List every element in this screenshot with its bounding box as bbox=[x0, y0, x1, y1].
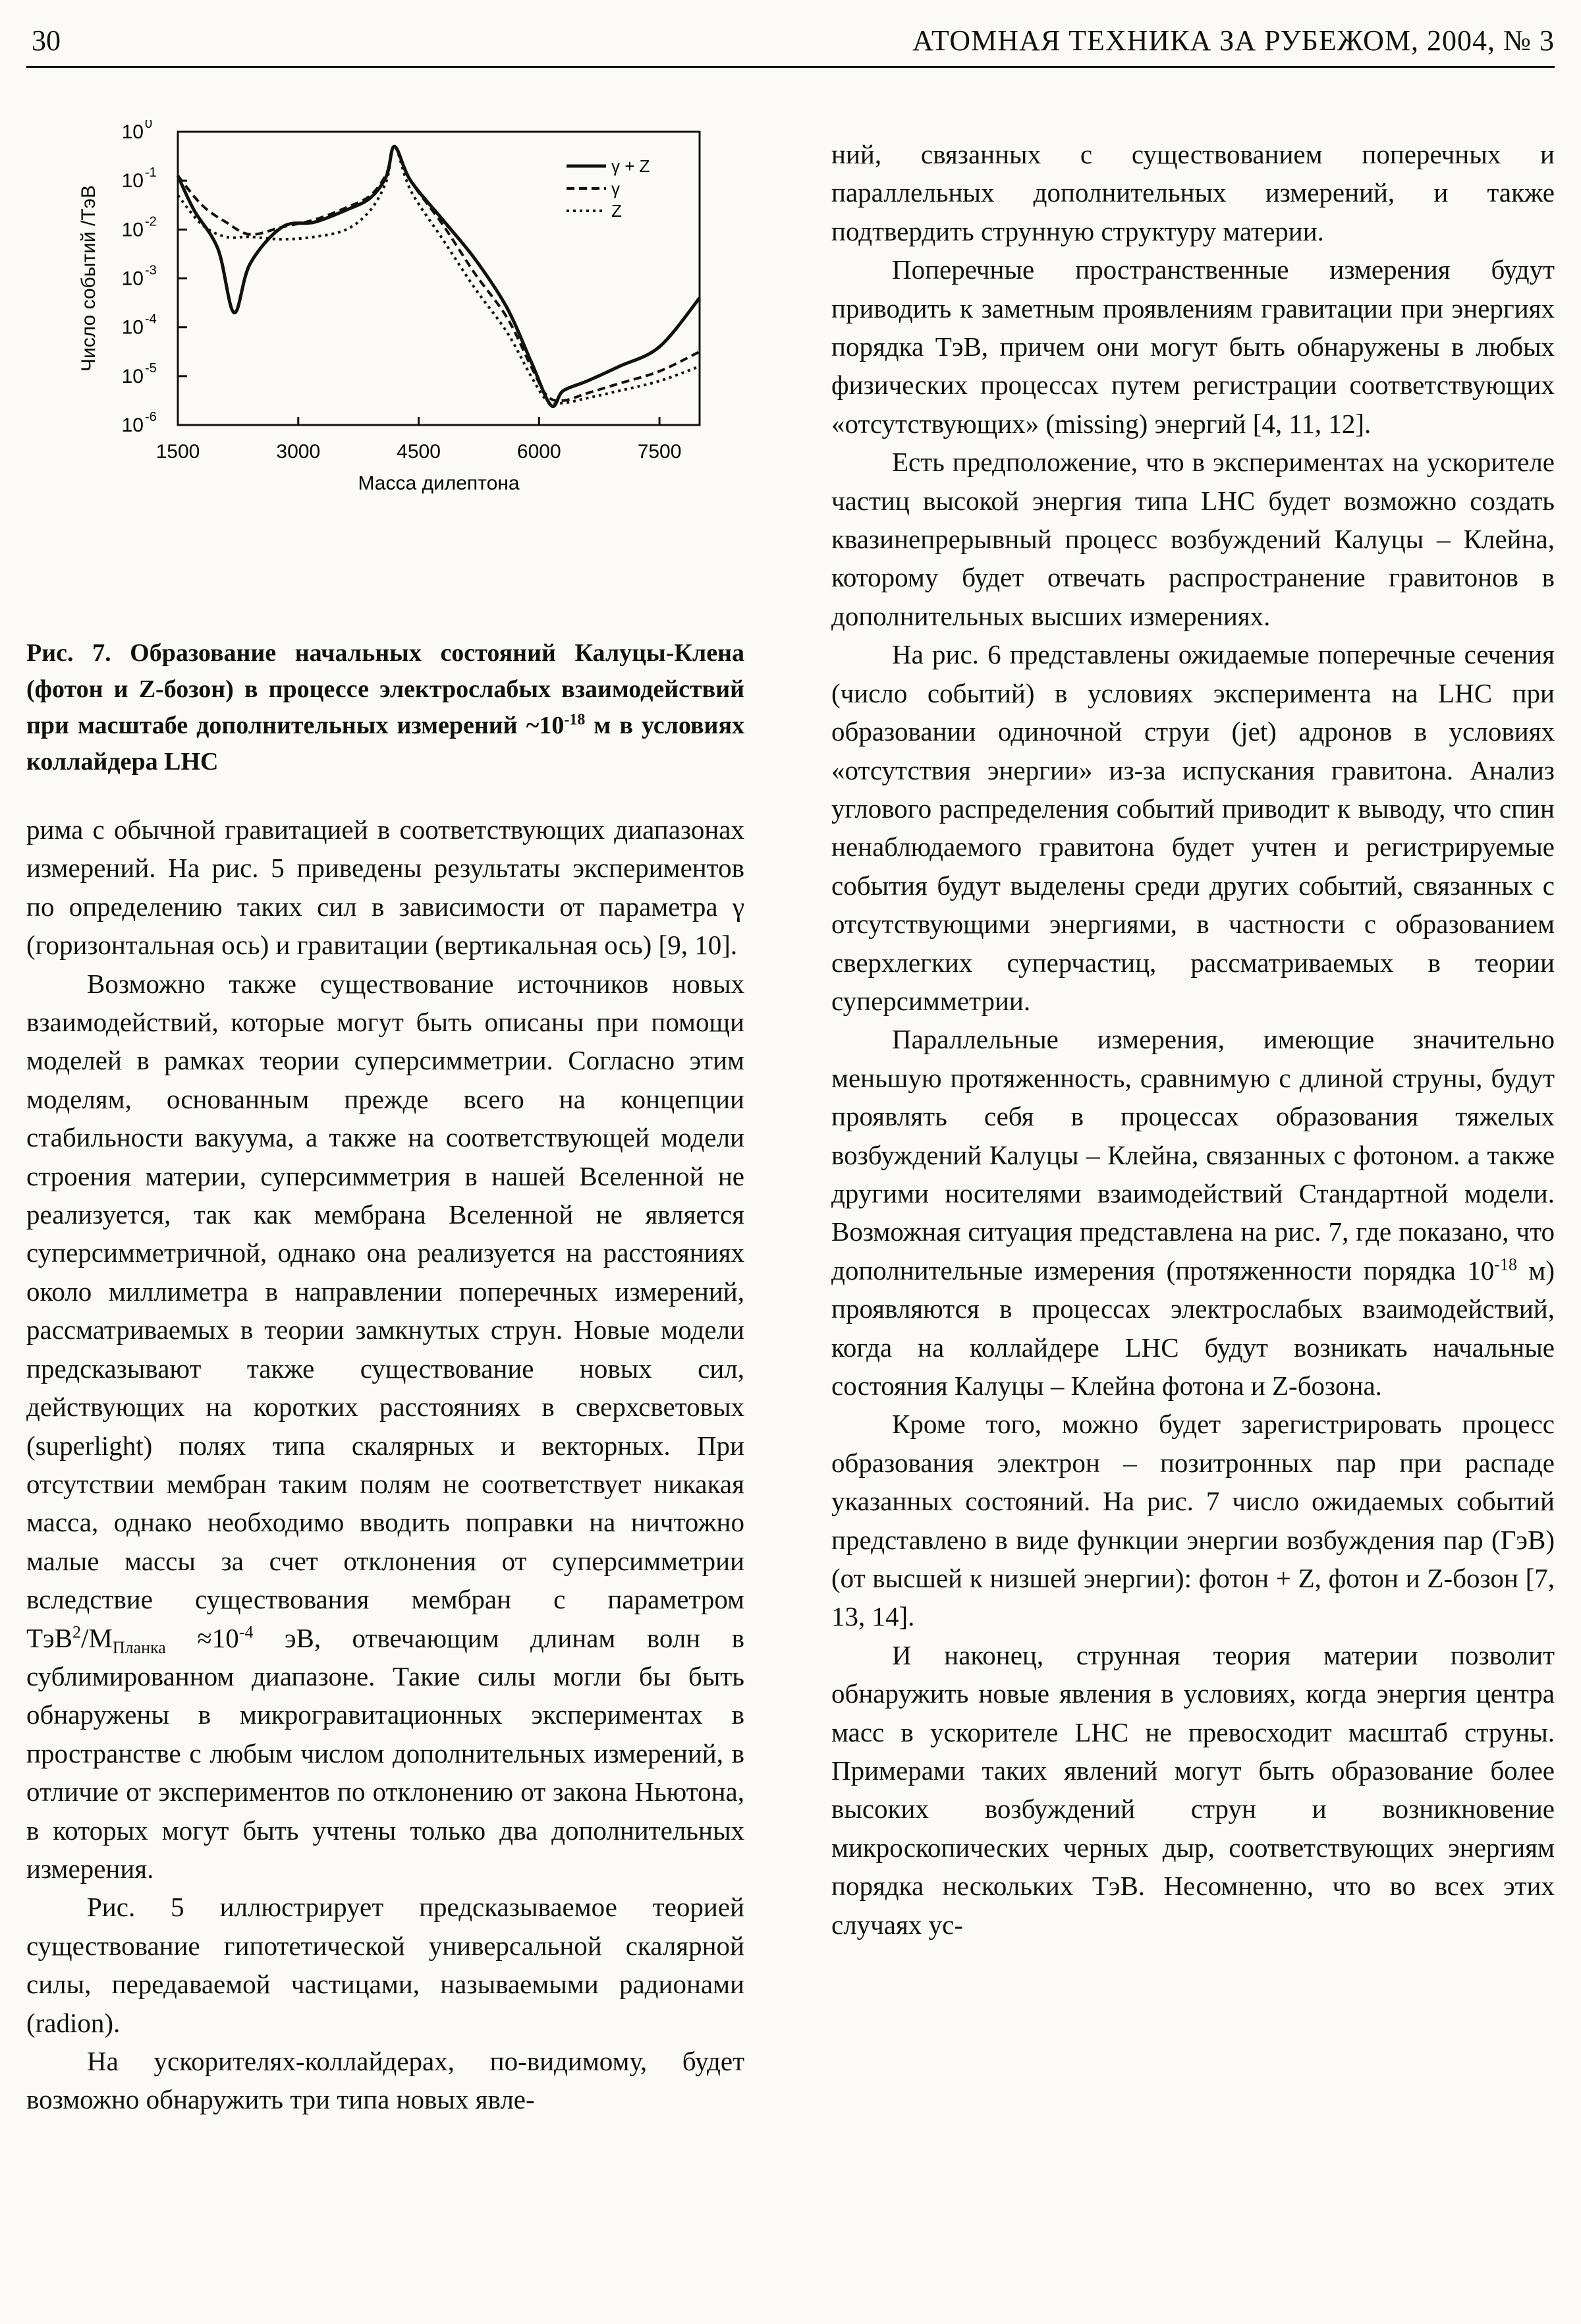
y-tick-exponent: -3 bbox=[145, 263, 157, 278]
left-paragraph-3: Рис. 5 иллюстрирует предсказываемое теорией существование гипотетической универсальной скалярной силы, передаваемой частицами, называемыми радионами (radion). bbox=[26, 1892, 744, 2038]
left-p2-text-c: ≈10 bbox=[165, 1622, 239, 1653]
y-tick-label: 10 bbox=[121, 121, 144, 143]
left-p2-text-b: /M bbox=[81, 1622, 113, 1653]
figure-caption bbox=[26, 635, 744, 780]
legend-entry: γ + Z bbox=[611, 156, 650, 176]
right-paragraph-4: На рис. 6 представлены ожидаемые поперечные сечения (число событий) в условиях эксперимента на LHC при образовании одиночной струи (jet) адронов в условиях «отсутствия энергии» из-за испускания гравитона. Анализ углового распределения событий приводит к выводу, что спин ненаблюдаемого гравитона будет учтен и регистрируемые события будут выделены среди других событий, связанных с отсутствующими энергиями, в частности с образованием сверхлегких суперчастиц, рассматриваемых в теории суперсимметрии. bbox=[831, 639, 1555, 1016]
x-tick-label: 1500 bbox=[155, 441, 200, 463]
caption-text-1: Образование начальных состояний Калуцы-Клена (фотон и Z-бозон) в процессе электрослабых взаимодействий при масштабе дополнительных измерений ~10 bbox=[26, 639, 745, 739]
right-paragraph-2: Поперечные пространственные измерения будут приводить к заметным проявлениям гравитации при энергиях порядка ТэВ, причем они могут быть обнаружены в любых физических процессах путем регистрации соответствующих «отсутствующих» (missing) энергий [4, 11, 12]. bbox=[831, 254, 1555, 439]
x-tick-label: 3000 bbox=[276, 441, 321, 463]
left-paragraph-2 bbox=[26, 965, 744, 1888]
right-paragraph-7: И наконец, струнная теория материи позволит обнаружить новые явления в условиях, когда энергия центра масс в ускорителе LHC не превосходит масштаб струны. Примерами таких явлений могут быть образование более высоких возбуждений струн и возникновение микроскопических черных дыр, соответствующих энергиям порядка нескольких ТэВ. Несомненно, что во всех этих случаях ус- bbox=[831, 1639, 1555, 1940]
right-p5-text-a: Параллельные измерения, имеющие значительно меньшую протяженность, сравнимую с длиной струны, будут проявлять себя в процессах образования тяжелых возбуждений Калуцы – Клейна, связанных с фотоном. а также другими носителями взаимодействий Стандартной модели. Возможная ситуация представлена на рис. 7, где показано, что дополнительные измерения (протяженности порядка 10 bbox=[831, 1024, 1555, 1286]
x-tick-label: 6000 bbox=[516, 441, 561, 463]
y-tick-exponent: -1 bbox=[145, 165, 157, 181]
chart-legend bbox=[567, 156, 650, 221]
right-paragraph-6: Кроме того, можно будет зарегистрировать процесс образования электрон – позитронных пар при распаде указанных состояний. На рис. 7 число ожидаемых событий представлено в виде функции энергии возбуждения пар (ГэВ) (от высшей к низшей энергии): фотон + Z, фотон и Z-бозон [7, 13, 14]. bbox=[831, 1409, 1555, 1632]
dilepton-mass-chart bbox=[26, 120, 744, 515]
right-column bbox=[831, 135, 1555, 1944]
right-paragraph-3: Есть предположение, что в экспериментах на ускорителе частиц высокой энергия типа LHC будет возможно создать квазинепрерывный процесс возбуждений Калуцы – Клейна, которому будет отвечать распространение гравитонов в дополнительных высших измерениях. bbox=[831, 447, 1555, 631]
y-tick-label: 10 bbox=[121, 170, 144, 192]
left-p2-text-d: эВ, отвечающим длинам волн в сублимированном диапазоне. Такие силы могли бы быть обнаружены в микрогравитационных экспериментах в пространстве с любым числом дополнительных измерений, в отличие от экспериментов по отклонению от закона Ньютона, в которых могут быть учтены только два дополнительных измерения. bbox=[26, 1622, 744, 1884]
x-axis-label: Масса дилептона bbox=[358, 472, 520, 494]
legend-entry: γ bbox=[611, 179, 620, 198]
left-p2-sub-planck: Планка bbox=[112, 1637, 166, 1657]
y-tick-exponent: -5 bbox=[145, 360, 157, 376]
y-tick-exponent: -2 bbox=[145, 214, 157, 229]
caption-label: Рис. 7. bbox=[26, 639, 111, 667]
left-body-text bbox=[26, 810, 744, 2119]
x-tick-label: 4500 bbox=[397, 441, 441, 463]
y-tick-exponent: 0 bbox=[145, 120, 153, 131]
caption-text-2: м в условиях коллайдера LHC bbox=[26, 712, 745, 776]
left-paragraph-1: рима с обычной гравитацией в соответствующих диапазонах измерений. На рис. 5 приведены результаты экспериментов по определению таких сил в зависимости от параметра γ (горизонтальная ось) и гравитации (вертикальная ось) [9, 10]. bbox=[26, 814, 744, 961]
y-tick-label: 10 bbox=[121, 219, 144, 241]
series-line-1 bbox=[178, 146, 700, 407]
figure-7 bbox=[26, 120, 744, 509]
caption-exponent: -18 bbox=[564, 711, 586, 729]
y-tick-exponent: -6 bbox=[145, 410, 157, 424]
right-p5-text-b: м) проявляются в процессах электрослабых взаимодействий, когда на коллайдере LHC будут возникать начальные состояния Калуцы – Клейна фотона и Z-бозона. bbox=[831, 1255, 1555, 1401]
y-tick-label: 10 bbox=[121, 414, 144, 436]
running-header bbox=[26, 17, 1555, 68]
page-number: 30 bbox=[32, 24, 61, 57]
series-line-2 bbox=[178, 146, 700, 401]
journal-title: АТОМНАЯ ТЕХНИКА ЗА РУБЕЖОМ, 2004, № 3 bbox=[912, 24, 1555, 57]
x-tick-label: 7500 bbox=[637, 441, 682, 463]
right-paragraph-5 bbox=[831, 1020, 1555, 1405]
y-axis-label: Число событий /ТэВ bbox=[78, 185, 99, 372]
left-p2-text-a: Возможно также существование источников новых взаимодействий, которые могут быть описаны при помощи моделей в рамках теории суперсимметрии. Согласно этим моделям, основанным прежде всего на концепции стабильности вакуума, а также на соответствующей модели строения материи, суперсимметрия в нашей Вселенной не реализуется, так как мембрана Вселенной не является суперсимметричной, однако она реализуется на расстояниях около миллиметра в направлении поперечных измерений, рассматриваемых в теории замкнутых струн. Новые модели предсказывают также существование новых сил, действующих на коротких расстояниях в сверхсветовых (superlight) полях типа скалярных и векторных. При отсутствии мембран таким полям не соответствует никакая масса, однако необходимо вводить поправки на ничтожно малые массы за счет отклонения от суперсимметрии вследствие существования мембран с параметром ТэВ bbox=[26, 968, 744, 1653]
y-tick-label: 10 bbox=[121, 268, 144, 290]
legend-entry: Z bbox=[611, 201, 622, 221]
y-tick-label: 10 bbox=[121, 365, 144, 387]
right-p5-exponent: -18 bbox=[1494, 1255, 1517, 1274]
y-tick-exponent: -4 bbox=[145, 312, 157, 327]
left-paragraph-4: На ускорителях-коллайдерах, по-видимому, будет возможно обнаружить три типа новых явле- bbox=[26, 2046, 744, 2115]
left-column bbox=[26, 120, 744, 2119]
y-tick-label: 10 bbox=[121, 316, 144, 339]
right-paragraph-1: ний, связанных с существованием поперечных и параллельных дополнительных измерений, и также подтвердить струнную структуру материи. bbox=[831, 139, 1555, 246]
chart-series bbox=[178, 146, 700, 407]
left-p2-sup-2: 2 bbox=[72, 1622, 81, 1641]
left-p2-sup-4: -4 bbox=[238, 1622, 254, 1641]
